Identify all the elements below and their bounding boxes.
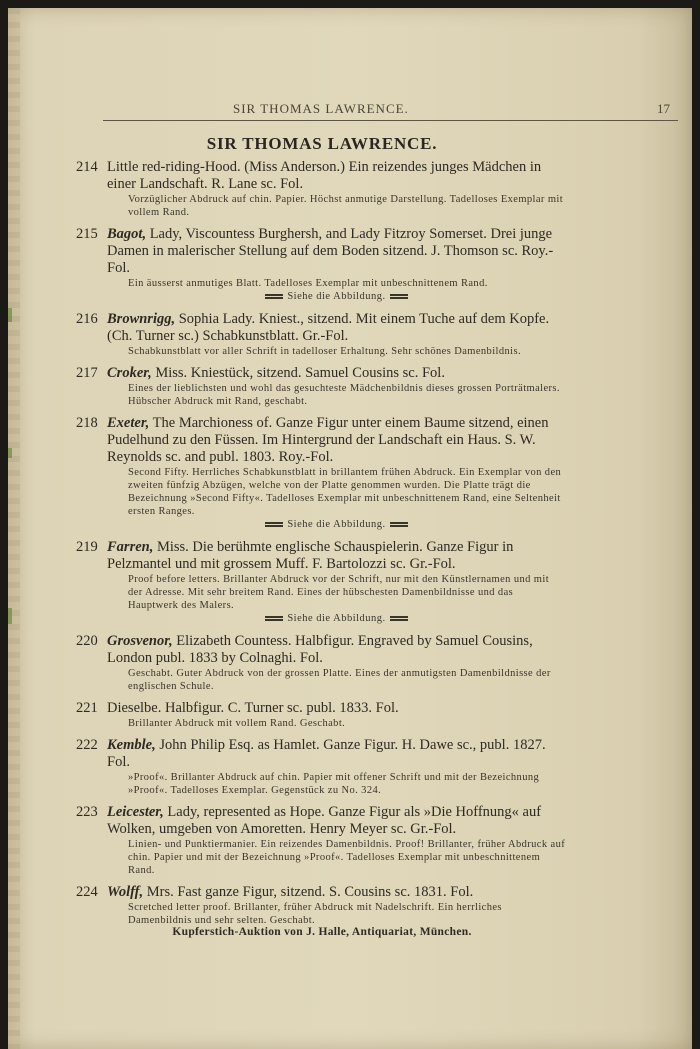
see-illustration: Siehe die Abbildung. xyxy=(107,290,566,304)
margin-stain xyxy=(8,608,12,624)
lot-number: 219 xyxy=(76,539,98,555)
sitter-name: Farren, xyxy=(107,539,154,555)
catalog-entry xyxy=(76,365,566,408)
entry-note: Second Fifty. Herrliches Schabkunstblatt in brillantem frühen Abdruck. Ein Exemplar von den zweiten fünfzig Abzügen, welche von der Platte genommen wurden. Die Platte trägt die Bezeichnung »Second Fifty«. Tadelloses Exemplar mit unbeschnittenem Rand, eine Seltenheit ersten Ranges. xyxy=(128,467,562,517)
catalog-page xyxy=(8,8,692,1049)
running-title: SIR THOMAS LAWRENCE. xyxy=(233,101,409,116)
entry-description: Sophia Lady. Kniest., sitzend. Mit einem Tuche auf dem Kopfe. (Ch. Turner sc.) Schabkunstblatt. Gr.-Fol. xyxy=(107,311,550,344)
page-footer: Kupferstich-Auktion von J. Halle, Antiquariat, München. xyxy=(172,926,472,938)
lot-number: 217 xyxy=(76,365,98,381)
catalog-entry xyxy=(76,311,566,358)
catalog-entry xyxy=(76,700,566,730)
sitter-name: Leicester, xyxy=(107,804,164,820)
margin-stain xyxy=(8,448,12,458)
entry-description: Miss. Die berühmte englische Schauspielerin. Ganze Figur in Pelzmantel und mit grossem Muff. F. Bartolozzi sc. Gr.-Fol. xyxy=(107,539,514,572)
entry-description: Little red-riding-Hood. (Miss Anderson.) Ein reizendes junges Mädchen in einer Landschaft. R. Lane sc. Fol. xyxy=(107,159,542,192)
catalog-entry xyxy=(76,633,566,693)
lot-number: 218 xyxy=(76,415,98,431)
see-illustration: Siehe die Abbildung. xyxy=(107,612,566,626)
lot-number: 216 xyxy=(76,311,98,327)
page-number: 17 xyxy=(657,101,670,116)
lot-number: 224 xyxy=(76,884,98,900)
entry-note: Ein äusserst anmutiges Blatt. Tadelloses Exemplar mit unbeschnittenem Rand. xyxy=(128,278,488,289)
entry-description: Lady, represented as Hope. Ganze Figur als »Die Hoffnung« auf Wolken, umgeben von Amoretten. Henry Meyer sc. Gr.-Fol. xyxy=(107,804,542,837)
catalog-entry xyxy=(76,539,566,626)
sitter-name: Wolff, xyxy=(107,884,144,900)
sitter-name: Brownrigg, xyxy=(107,311,176,327)
sitter-name: Kemble, xyxy=(107,737,156,753)
entry-description: John Philip Esq. as Hamlet. Ganze Figur. H. Dawe sc., publ. 1827. Fol. xyxy=(107,737,546,770)
lot-number: 214 xyxy=(76,159,98,175)
lot-number: 221 xyxy=(76,700,98,716)
entry-note: Proof before letters. Brillanter Abdruck vor der Schrift, nur mit den Künstlernamen und mit der Adresse. Mit sehr breitem Rand. Eines der hübschesten Damenbildnisse und das Hauptwerk des Malers. xyxy=(128,574,550,611)
entry-note: Geschabt. Guter Abdruck von der grossen Platte. Eines der anmutigsten Damenbildnisse der englischen Schule. xyxy=(128,668,551,692)
entry-description: The Marchioness of. Ganze Figur unter einem Baume sitzend, einen Pudelhund zu den Füssen. Im Hintergrund der Landschaft ein Haus. S. W. Reynolds sc. and publ. 1803. Roy.-Fol. xyxy=(107,415,549,465)
sitter-name: Bagot, xyxy=(107,226,147,242)
entry-description: Elizabeth Countess. Halbfigur. Engraved by Samuel Cousins, London publ. 1833 by Colnaghi. Fol. xyxy=(107,633,533,666)
sitter-name: Croker, xyxy=(107,365,152,381)
catalog-entries xyxy=(76,159,566,934)
see-illustration: Siehe die Abbildung. xyxy=(107,518,566,532)
entry-description: Dieselbe. Halbfigur. C. Turner sc. publ. 1833. Fol. xyxy=(107,700,399,716)
entry-note: »Proof«. Brillanter Abdruck auf chin. Papier mit offener Schrift und mit der Bezeichnung »Proof«. Tadelloses Exemplar. Gegenstück zu No. 324. xyxy=(128,772,540,796)
margin-stain xyxy=(8,308,12,322)
lot-number: 215 xyxy=(76,226,98,242)
catalog-entry xyxy=(76,415,566,532)
entry-description: Miss. Kniestück, sitzend. Samuel Cousins sc. Fol. xyxy=(155,365,445,381)
sitter-name: Grosvenor, xyxy=(107,633,173,649)
catalog-entry xyxy=(76,737,566,797)
section-title: SIR THOMAS LAWRENCE. xyxy=(206,134,438,153)
sitter-name: Exeter, xyxy=(107,415,150,431)
entry-note: Eines der lieblichsten und wohl das gesuchteste Mädchenbildnis dieses grossen Porträtmalers. Hübscher Abdruck mit Rand, geschabt. xyxy=(128,383,560,407)
entry-note: Vorzüglicher Abdruck auf chin. Papier. Höchst anmutige Darstellung. Tadelloses Exemplar mit vollem Rand. xyxy=(128,194,564,218)
entry-note: Schabkunstblatt vor aller Schrift in tadelloser Erhaltung. Sehr schönes Damenbildnis. xyxy=(128,346,521,357)
entry-description: Lady, Viscountess Burghersh, and Lady Fitzroy Somerset. Drei junge Damen in malerischer Stellung auf dem Boden sitzend. J. Thomson sc. Roy.-Fol. xyxy=(107,226,554,276)
entry-note: Brillanter Abdruck mit vollem Rand. Geschabt. xyxy=(128,718,346,729)
catalog-entry xyxy=(76,804,566,877)
lot-number: 223 xyxy=(76,804,98,820)
entry-description: Mrs. Fast ganze Figur, sitzend. S. Cousins sc. 1831. Fol. xyxy=(146,884,474,900)
lot-number: 220 xyxy=(76,633,98,649)
lot-number: 222 xyxy=(76,737,98,753)
catalog-entry xyxy=(76,884,566,927)
catalog-entry xyxy=(76,226,566,304)
entry-note: Scretched letter proof. Brillanter, früher Abdruck mit Nadelschrift. Ein herrliches Damenbildnis und sehr selten. Geschabt. xyxy=(128,902,502,926)
entry-note: Linien- und Punktiermanier. Ein reizendes Damenbildnis. Proof! Brillanter, früher Abdruck auf chin. Papier und mit der Bezeichnung »Proof«. Tadelloses Exemplar mit unbeschnittenem Rand. xyxy=(128,839,566,876)
catalog-entry xyxy=(76,159,566,219)
running-head xyxy=(103,96,678,121)
